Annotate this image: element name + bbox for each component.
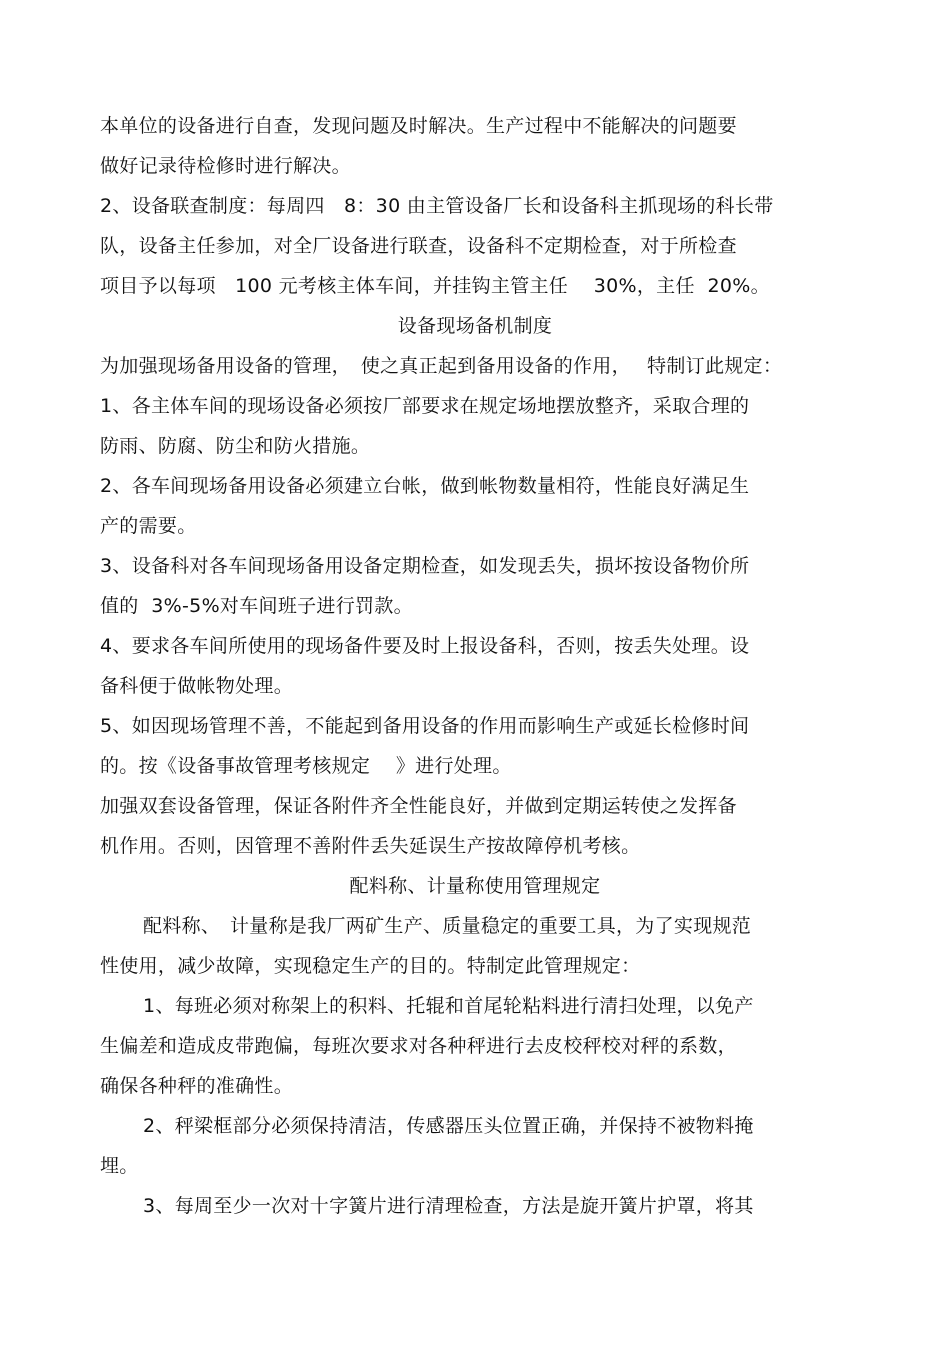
text-line: 4、要求各车间所使用的现场备件要及时上报设备科，否则，按丢失处理。设 [100,635,750,657]
text-line: 备科便于做帐物处理。 [100,675,294,697]
text-line: 5、如因现场管理不善，不能起到备用设备的作用而影响生产或延长检修时间 [100,715,750,737]
section-title: 配料称、计量称使用管理规定 [349,875,601,897]
text-line: 本单位的设备进行自查，发现问题及时解决。生产过程中不能解决的问题要 [100,115,737,137]
text-line: 的。按《设备事故管理考核规定 》进行处理。 [100,755,512,777]
text-line: 加强双套设备管理，保证各附件齐全性能良好，并做到定期运转使之发挥备 [100,795,737,817]
text-line: 1、每班必须对称架上的积料、托辊和首尾轮粘料进行清扫处理，以免产 [143,995,754,1017]
text-line: 防雨、防腐、防尘和防火措施。 [100,435,371,457]
text-line: 2、设备联查制度：每周四 8：30 由主管设备厂长和设备科主抓现场的科长带 [100,195,774,217]
text-line: 产的需要。 [100,515,197,537]
section-title: 设备现场备机制度 [397,315,553,337]
text-line: 2、秤梁框部分必须保持清洁，传感器压头位置正确，并保持不被物料掩 [143,1115,754,1137]
text-line: 项目予以每项 100 元考核主体车间，并挂钩主管主任 30%，主任 20%。 [100,275,770,297]
text-line: 3、每周至少一次对十字簧片进行清理检查，方法是旋开簧片护罩，将其 [143,1195,754,1217]
text-line: 队，设备主任参加，对全厂设备进行联查，设备科不定期检查，对于所检查 [100,235,737,257]
text-line: 确保各种秤的准确性。 [100,1075,294,1097]
text-line: 配料称、 计量称是我厂两矿生产、质量稳定的重要工具，为了实现规范 [143,915,752,937]
text-line: 值的 3%-5%对车间班子进行罚款。 [100,595,413,617]
text-line: 生偏差和造成皮带跑偏，每班次要求对各种秤进行去皮校秤校对秤的系数， [100,1035,737,1057]
text-line: 做好记录待检修时进行解决。 [100,155,351,177]
text-line: 埋。 [100,1155,139,1177]
text-line: 为加强现场备用设备的管理， 使之真正起到备用设备的作用， 特制订此规定： [100,355,783,377]
text-line: 机作用。否则，因管理不善附件丢失延误生产按故障停机考核。 [100,835,641,857]
text-line: 性使用，减少故障，实现稳定生产的目的。特制定此管理规定： [100,955,641,977]
text-line: 2、各车间现场备用设备必须建立台帐，做到帐物数量相符，性能良好满足生 [100,475,750,497]
text-line: 1、各主体车间的现场设备必须按厂部要求在规定场地摆放整齐，采取合理的 [100,395,750,417]
text-line: 3、设备科对各车间现场备用设备定期检查，如发现丢失，损坏按设备物价所 [100,555,750,577]
